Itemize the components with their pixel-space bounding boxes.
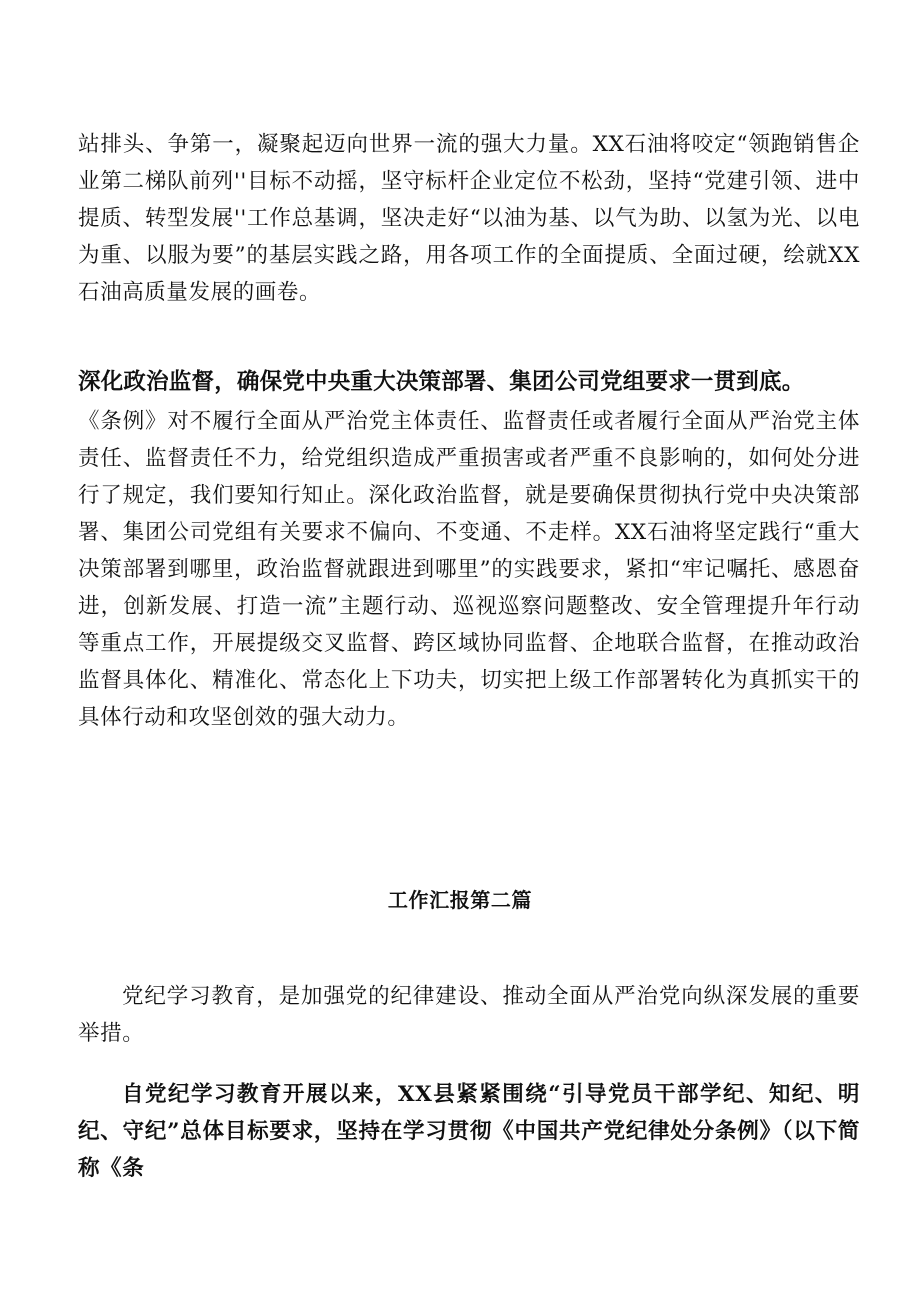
section-heading-political-supervision: 深化政治监督，确保党中央重大决策部署、集团公司党组要求一贯到底。 xyxy=(78,369,805,395)
body-paragraph-political-supervision: 《条例》对不履行全面从严治党主体责任、监督责任或者履行全面从严治党主体责任、监督责任不力，给党组织造成严重损害或者严重不良影响的，如何处分进行了规定，我们要知行知止。深化政治监督，就是要确保贯彻执行党中央决策部署、集团公司党组有关要求不偏向、不变通、不走样。XX石油将坚定践行“重大决策部署到哪里，政治监督就跟进到哪里”的实践要求，紧扣“牢记嘱托、感恩奋进，创新发展、打造一流”主题行动、巡视巡察问题整改、安全管理提升年行动等重点工作，开展提级交叉监督、跨区域协同监督、企地联合监督，在推动政治监督具体化、精准化、常态化上下功夫，切实把上级工作部署转化为真抓实干的具体行动和攻坚创效的强大动力。 xyxy=(78,409,860,730)
body-paragraph-continuation: 站排头、争第一，凝聚起迈向世界一流的强大力量。XX石油将咬定“领跑销售企业第二梯队前列''目标不动摇，坚守标杆企业定位不松劲，坚持“党建引领、进中提质、转型发展''工作总基调，坚决走好“以油为基、以气为助、以氢为光、以电为重、以服为要”的基层实践之路，用各项工作的全面提质、全面过硬，绘就XX石油高质量发展的画卷。 xyxy=(78,132,860,305)
body-paragraph-discipline-education: 党纪学习教育，是加强党的纪律建设、推动全面从严治党向纵深发展的重要举措。 xyxy=(78,984,860,1046)
body-paragraph-county-work: 自党纪学习教育开展以来，XX县紧紧围绕“引导党员干部学纪、知纪、明纪、守纪”总体目标要求，坚持在学习贯彻《中国共产党纪律处分条例》（以下简称《条 xyxy=(78,1082,860,1181)
section-title-second-report: 工作汇报第二篇 xyxy=(387,888,533,912)
